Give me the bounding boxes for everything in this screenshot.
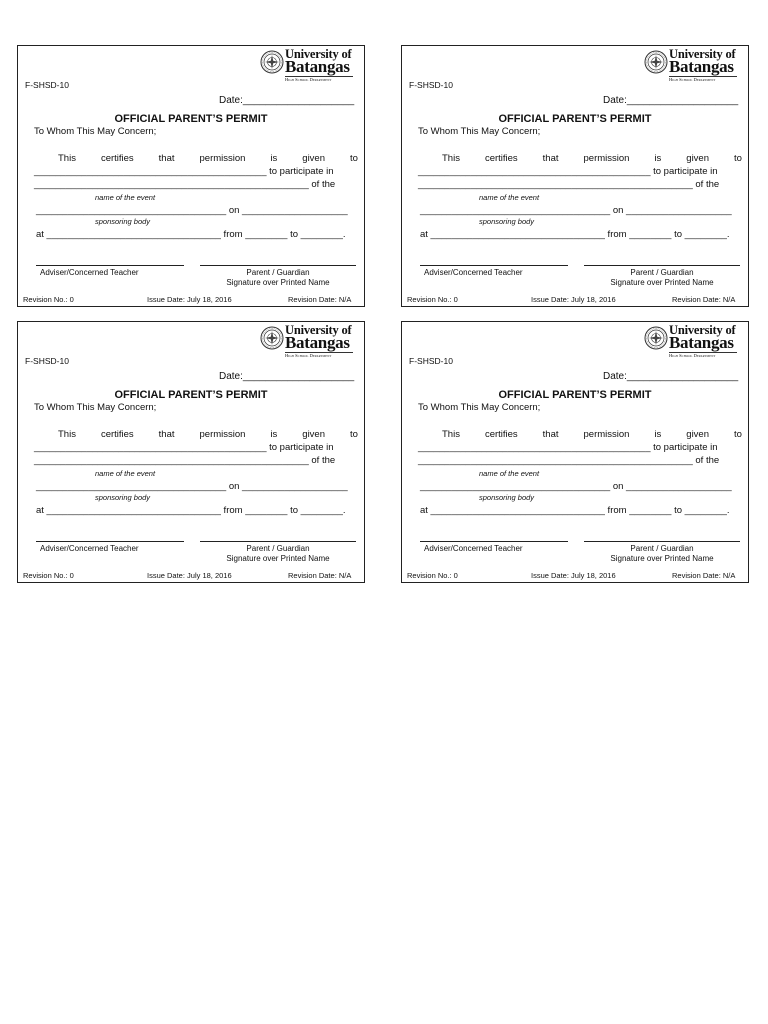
issue-date: Issue Date: July 18, 2016 (147, 295, 232, 304)
logo-university-of: University of (669, 323, 736, 337)
certifies-word: that (542, 153, 559, 164)
of-the-line: ____________________________________________________ of the (418, 179, 720, 190)
certifies-word: to (349, 153, 358, 164)
permit-slip-4 (401, 321, 749, 583)
parent-label: Parent / Guardian (630, 544, 694, 553)
certifies-word: certifies (100, 153, 134, 164)
revision-date: Revision Date: N/A (288, 571, 352, 580)
adviser-label: Adviser/Concerned Teacher (424, 268, 523, 277)
parent-signature-line (584, 265, 740, 266)
on-line: ____________________________________ on ____________________ (420, 481, 732, 492)
parent-label: Parent / Guardian (246, 268, 310, 277)
certifies-word: to (733, 153, 742, 164)
university-logo (260, 48, 354, 80)
logo-university-of: University of (285, 47, 352, 61)
salutation: To Whom This May Concern; (418, 126, 541, 137)
adviser-signature-line (420, 265, 568, 266)
logo-batangas: Batangas (285, 333, 350, 352)
revision-date: Revision Date: N/A (288, 295, 352, 304)
sponsor-caption: sponsoring body (479, 217, 535, 226)
printed-name-label: Signature over Printed Name (226, 554, 330, 563)
salutation: To Whom This May Concern; (34, 126, 157, 137)
adviser-label: Adviser/Concerned Teacher (424, 544, 523, 553)
seal-icon (260, 326, 284, 350)
logo-department: High School Department (669, 353, 716, 358)
date-field: Date:____________________ (219, 95, 355, 106)
at-from-to-line: at _________________________________ from ________ to ________. (420, 229, 730, 240)
event-caption: name of the event (479, 193, 540, 202)
seal-icon (260, 50, 284, 74)
issue-date: Issue Date: July 18, 2016 (531, 571, 616, 580)
printed-name-label: Signature over Printed Name (610, 554, 714, 563)
certifies-line (442, 429, 742, 440)
participate-line: ____________________________________________ to participate in (418, 442, 718, 453)
revision-date: Revision Date: N/A (672, 295, 736, 304)
parent-signature-line (200, 265, 356, 266)
on-line: ____________________________________ on ____________________ (36, 205, 348, 216)
certifies-word: certifies (484, 429, 518, 440)
university-logo (260, 324, 354, 356)
certifies-line (442, 153, 742, 164)
form-code: F-SHSD-10 (25, 356, 69, 366)
revision-number: Revision No.: 0 (23, 295, 74, 304)
permit-title: OFFICIAL PARENT’S PERMIT (498, 389, 652, 401)
participate-line: ____________________________________________ to participate in (418, 166, 718, 177)
university-logo (644, 48, 738, 80)
permit-slip-2 (401, 45, 749, 307)
certifies-word: given (686, 153, 709, 164)
sponsor-caption: sponsoring body (95, 493, 151, 502)
event-caption: name of the event (95, 469, 156, 478)
printed-name-label: Signature over Printed Name (226, 278, 330, 287)
logo-batangas: Batangas (669, 57, 734, 76)
issue-date: Issue Date: July 18, 2016 (531, 295, 616, 304)
certifies-word: This (442, 429, 460, 440)
permit-title: OFFICIAL PARENT’S PERMIT (114, 113, 268, 125)
revision-date: Revision Date: N/A (672, 571, 736, 580)
parent-label: Parent / Guardian (246, 544, 310, 553)
certifies-word: is (270, 153, 278, 164)
of-the-line: ____________________________________________________ of the (34, 455, 336, 466)
adviser-signature-line (36, 265, 184, 266)
permit-slip-3 (17, 321, 365, 583)
adviser-label: Adviser/Concerned Teacher (40, 544, 139, 553)
parent-signature-line (200, 541, 356, 542)
form-code: F-SHSD-10 (409, 80, 453, 90)
of-the-line: ____________________________________________________ of the (34, 179, 336, 190)
logo-university-of: University of (669, 47, 736, 61)
event-caption: name of the event (479, 469, 540, 478)
salutation: To Whom This May Concern; (418, 402, 541, 413)
permit-title: OFFICIAL PARENT’S PERMIT (114, 389, 268, 401)
sponsor-caption: sponsoring body (479, 493, 535, 502)
certifies-word: permission (199, 429, 246, 440)
certifies-word: to (733, 429, 742, 440)
permit-slip-1 (17, 45, 365, 307)
certifies-line (58, 153, 358, 164)
parent-label: Parent / Guardian (630, 268, 694, 277)
at-from-to-line: at _________________________________ from ________ to ________. (36, 229, 346, 240)
certifies-word: is (654, 153, 662, 164)
logo-university-of: University of (285, 323, 352, 337)
date-field: Date:____________________ (603, 95, 739, 106)
certifies-word: is (270, 429, 278, 440)
logo-department: High School Department (285, 353, 332, 358)
date-field: Date:____________________ (603, 371, 739, 382)
certifies-word: given (686, 429, 709, 440)
at-from-to-line: at _________________________________ from ________ to ________. (420, 505, 730, 516)
certifies-word: certifies (100, 429, 134, 440)
logo-department: High School Department (285, 77, 332, 82)
date-field: Date:____________________ (219, 371, 355, 382)
certifies-word: that (158, 153, 175, 164)
certifies-word: permission (199, 153, 246, 164)
sponsor-caption: sponsoring body (95, 217, 151, 226)
certifies-word: certifies (484, 153, 518, 164)
adviser-label: Adviser/Concerned Teacher (40, 268, 139, 277)
certifies-word: is (654, 429, 662, 440)
of-the-line: ____________________________________________________ of the (418, 455, 720, 466)
logo-batangas: Batangas (669, 333, 734, 352)
certifies-word: This (58, 153, 76, 164)
on-line: ____________________________________ on ____________________ (420, 205, 732, 216)
parent-signature-line (584, 541, 740, 542)
certifies-word: permission (583, 429, 630, 440)
revision-number: Revision No.: 0 (407, 295, 458, 304)
adviser-signature-line (36, 541, 184, 542)
seal-icon (644, 50, 668, 74)
certifies-word: given (302, 153, 325, 164)
salutation: To Whom This May Concern; (34, 402, 157, 413)
permit-title: OFFICIAL PARENT’S PERMIT (498, 113, 652, 125)
seal-icon (644, 326, 668, 350)
logo-batangas: Batangas (285, 57, 350, 76)
certifies-word: given (302, 429, 325, 440)
revision-number: Revision No.: 0 (407, 571, 458, 580)
participate-line: ____________________________________________ to participate in (34, 442, 334, 453)
revision-number: Revision No.: 0 (23, 571, 74, 580)
certifies-word: This (58, 429, 76, 440)
logo-department: High School Department (669, 77, 716, 82)
certifies-line (58, 429, 358, 440)
form-code: F-SHSD-10 (25, 80, 69, 90)
participate-line: ____________________________________________ to participate in (34, 166, 334, 177)
on-line: ____________________________________ on ____________________ (36, 481, 348, 492)
adviser-signature-line (420, 541, 568, 542)
certifies-word: to (349, 429, 358, 440)
form-code: F-SHSD-10 (409, 356, 453, 366)
printed-name-label: Signature over Printed Name (610, 278, 714, 287)
certifies-word: This (442, 153, 460, 164)
certifies-word: that (542, 429, 559, 440)
certifies-word: that (158, 429, 175, 440)
university-logo (644, 324, 738, 356)
certifies-word: permission (583, 153, 630, 164)
issue-date: Issue Date: July 18, 2016 (147, 571, 232, 580)
event-caption: name of the event (95, 193, 156, 202)
at-from-to-line: at _________________________________ from ________ to ________. (36, 505, 346, 516)
